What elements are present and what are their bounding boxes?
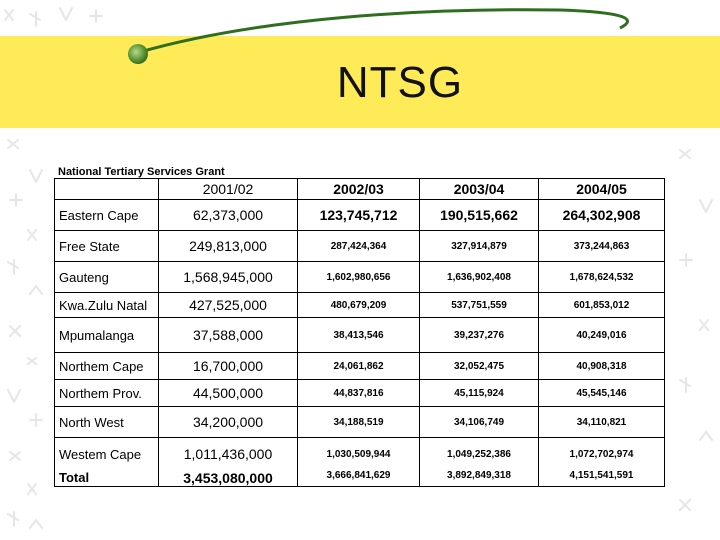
header-cell <box>55 179 159 200</box>
value-cell: 427,525,000 <box>159 293 298 318</box>
total-label: Total <box>55 470 159 487</box>
value-cell: 39,237,276 <box>420 318 539 353</box>
value-cell: 44,500,000 <box>159 380 298 407</box>
value-cell: 45,115,924 <box>420 380 539 407</box>
value-cell: 38,413,546 <box>298 318 420 353</box>
table-row <box>55 353 665 380</box>
value-cell: 1,678,624,532 <box>539 262 665 293</box>
value-cell: 287,424,364 <box>298 231 420 262</box>
value-cell: 1,602,980,656 <box>298 262 420 293</box>
table-caption: National Tertiary Services Grant <box>58 166 225 178</box>
value-cell: 373,244,863 <box>539 231 665 262</box>
table-row <box>55 438 665 471</box>
province-name: Gauteng <box>55 262 159 293</box>
table-row <box>55 407 665 438</box>
value-cell: 327,914,879 <box>420 231 539 262</box>
province-name: Kwa.Zulu Natal <box>55 293 159 318</box>
province-name: Free State <box>55 231 159 262</box>
value-cell: 32,052,475 <box>420 353 539 380</box>
header-cell: 2004/05 <box>539 179 665 200</box>
province-name: Mpumalanga <box>55 318 159 353</box>
value-cell: 37,588,000 <box>159 318 298 353</box>
value-cell: 123,745,712 <box>298 200 420 231</box>
value-cell: 34,110,821 <box>539 407 665 438</box>
table-row <box>55 200 665 231</box>
value-cell: 45,545,146 <box>539 380 665 407</box>
table-row <box>55 262 665 293</box>
province-name: Eastern Cape <box>55 200 159 231</box>
slide-title: NTSG <box>336 58 464 107</box>
table-row <box>55 380 665 407</box>
value-cell: 34,106,749 <box>420 407 539 438</box>
province-name: North West <box>55 407 159 438</box>
value-cell: 1,568,945,000 <box>159 262 298 293</box>
value-cell: 1,072,702,974 <box>539 438 665 471</box>
table-row <box>55 231 665 262</box>
value-cell: 40,249,016 <box>539 318 665 353</box>
value-cell: 1,030,509,944 <box>298 438 420 471</box>
total-value: 4,151,541,591 <box>539 470 665 487</box>
value-cell: 16,700,000 <box>159 353 298 380</box>
total-value: 3,892,849,318 <box>420 470 539 487</box>
grant-table <box>54 178 665 487</box>
province-name: Northem Cape <box>55 353 159 380</box>
value-cell: 34,188,519 <box>298 407 420 438</box>
province-name: Northem Prov. <box>55 380 159 407</box>
header-cell: 2001/02 <box>159 179 298 200</box>
value-cell: 1,049,252,386 <box>420 438 539 471</box>
value-cell: 62,373,000 <box>159 200 298 231</box>
header-cell: 2002/03 <box>298 179 420 200</box>
total-value: 3,453,080,000 <box>159 470 298 487</box>
value-cell: 190,515,662 <box>420 200 539 231</box>
value-cell: 249,813,000 <box>159 231 298 262</box>
total-value: 3,666,841,629 <box>298 470 420 487</box>
value-cell: 480,679,209 <box>298 293 420 318</box>
value-cell: 601,853,012 <box>539 293 665 318</box>
table-row <box>55 293 665 318</box>
value-cell: 264,302,908 <box>539 200 665 231</box>
value-cell: 34,200,000 <box>159 407 298 438</box>
province-name: Westem Cape <box>55 438 159 471</box>
table-header-row <box>55 179 665 200</box>
header-cell: 2003/04 <box>420 179 539 200</box>
value-cell: 537,751,559 <box>420 293 539 318</box>
value-cell: 1,636,902,408 <box>420 262 539 293</box>
value-cell: 40,908,318 <box>539 353 665 380</box>
value-cell: 44,837,816 <box>298 380 420 407</box>
value-cell: 1,011,436,000 <box>159 438 298 471</box>
table-row <box>55 318 665 353</box>
value-cell: 24,061,862 <box>298 353 420 380</box>
total-row <box>55 470 665 487</box>
